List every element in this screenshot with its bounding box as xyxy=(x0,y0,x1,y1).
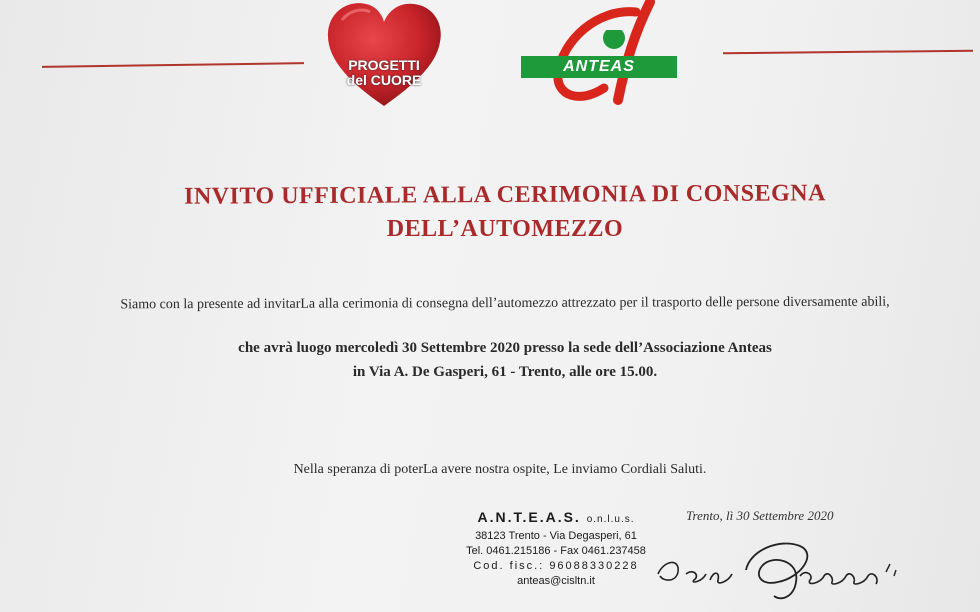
logo-text-line2: del CUORE xyxy=(346,72,422,88)
stamp-phone: Tel. 0461.215186 - Fax 0461.237458 xyxy=(466,545,646,557)
anteas-logo xyxy=(518,0,683,108)
stamp-name: A.N.T.E.A.S. xyxy=(477,509,581,525)
invitation-title-line1: INVITO UFFICIALE ALLA CERIMONIA DI CONSEGNA xyxy=(184,180,826,210)
stamp-email: anteas@cisltn.it xyxy=(517,575,595,587)
decorative-rule-right xyxy=(723,50,973,55)
invitation-title-line2: DELL’AUTOMEZZO xyxy=(386,216,624,242)
stamp-fiscal-code: Cod. fisc.: 96088330228 xyxy=(473,560,639,572)
anteas-emblem-icon xyxy=(518,0,683,108)
handwritten-signature xyxy=(650,530,910,610)
intro-paragraph: Siamo con la presente ad invitarLa alla cerimonia di consegna dell’automezzo attrezzato per il trasporto delle persone diversamente abili, xyxy=(120,294,890,313)
association-stamp xyxy=(446,508,666,589)
heart-icon xyxy=(322,0,446,110)
stamp-address: 38123 Trento - Via Degasperi, 61 xyxy=(475,530,637,542)
place-and-date: Trento, lì 30 Settembre 2020 xyxy=(686,508,834,523)
stamp-suffix: o.n.l.u.s. xyxy=(586,514,635,525)
event-date-line: che avrà luogo mercoledì 30 Settembre 2020 presso la sede dell’Associazione Anteas xyxy=(238,340,772,356)
progetti-del-cuore-logo xyxy=(322,0,446,110)
decorative-rule-left xyxy=(42,62,304,68)
closing-paragraph: Nella speranza di poterLa avere nostra ospite, Le inviamo Cordiali Saluti. xyxy=(293,462,707,477)
event-location-line: in Via A. De Gasperi, 61 - Trento, alle ore 15.00. xyxy=(352,364,658,380)
logo-text-line1: PROGETTI xyxy=(348,57,420,73)
anteas-wordmark: ANTEAS xyxy=(563,58,635,75)
